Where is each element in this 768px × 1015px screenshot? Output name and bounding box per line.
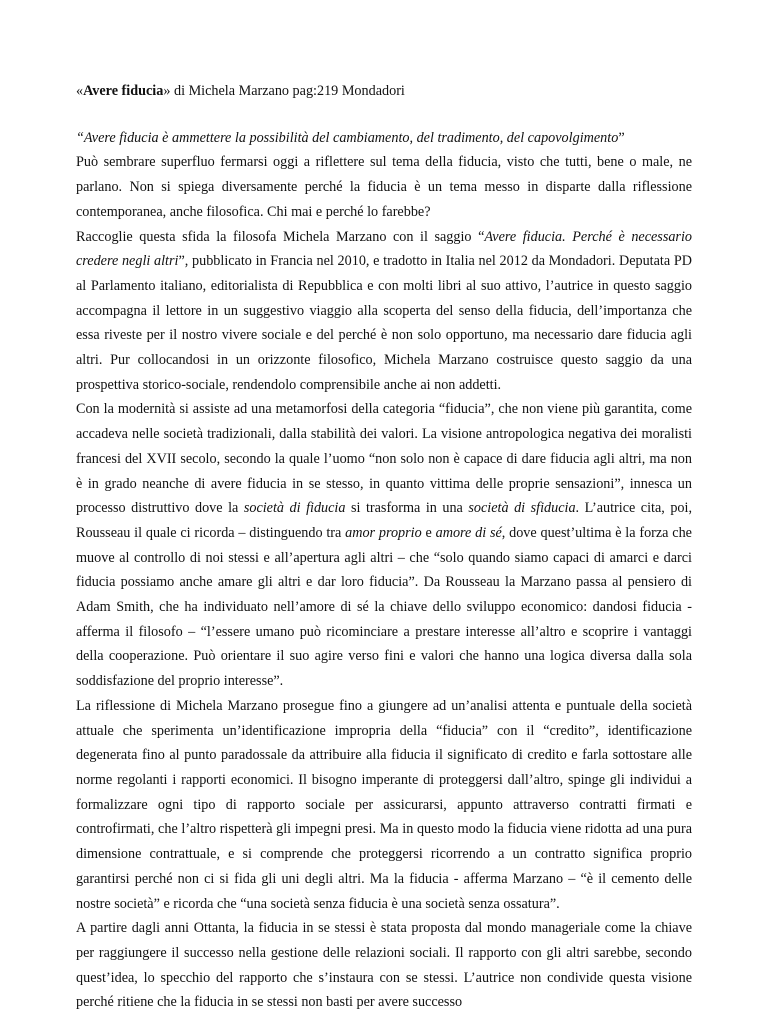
quote-close: ” [618, 129, 625, 146]
header-rest: » di Michela Marzano pag:219 Mondadori [163, 83, 405, 99]
p3-term-societa-fiducia: società di fiducia [243, 500, 346, 517]
p2-book-subtitle: Avere fiducia. Perché è necessario credere negli altri [76, 228, 692, 270]
paragraph-1: Può sembrare superfluo fermarsi oggi a riflettere sul tema della fiducia, visto che tutti, bene o male, ne parlano. Non si spiega diversamente perché la fiducia è un tema messo in disparte dalla riflessione contemporanea, anche filosofica. Chi mai e perché lo farebbe? [76, 154, 692, 220]
header-open-quote: « [76, 83, 84, 99]
document-page [76, 79, 692, 1015]
quote-open: “ [76, 129, 84, 146]
paragraph-2 [76, 225, 692, 398]
paragraph-4: La riflessione di Michela Marzano prosegue fino a giungere ad un’analisi attenta e puntuale della società attuale che sperimenta un’identificazione impropria della “fiducia” con il “credito”, identificazione degenerata fino al punto paradossale da attribuire alla fiducia il significato di credito e farla sottostare alle norme regolanti i rapporti economici. Il bisogno imperante di proteggersi dall’altro, spinge gli individui a formalizzare ogni tipo di rapporto sociale per assicurarsi, appunto attraverso contratti firmati e controfirmati, che l’altro rispetterà gli impegni presi. Ma in questo modo la fiducia viene ridotta ad una pura dimensione contrattuale, e si comprende che proteggersi ricorrendo a un contratto significa proprio garantirsi perché non ci si fida gli uni degli altri. Ma la fiducia - afferma Marzano – “è il cemento delle nostre società” e ricorda che “una società senza fiducia è una società senza ossatura”. [76, 697, 692, 912]
p3-term-amore-di-se: amore di sé [435, 524, 502, 541]
quote-text: Avere fiducia è ammettere la possibilità del cambiamento, del tradimento, del capovolgimento [83, 129, 619, 146]
p3-part-e: . L’autrice cita, poi, Rousseau il quale ci ricorda – distinguendo tra [76, 500, 692, 541]
p2-part-a: Raccoglie questa sfida la filosofa Michela Marzano con il saggio “ [76, 228, 485, 245]
p3-term-societa-sfiducia: società di sfiducia [468, 500, 576, 517]
p3-part-g: e [421, 524, 436, 541]
p3-part-a: Con la modernità si assiste ad una metamorfosi della categoria “fiducia”, che non viene più garantita, come accadeva nelle società tradizionali, dalla stabilità dei valori. La visione antropologica negativa dei moralisti francesi del XVII secolo, secondo la quale l’uomo “non solo non è capace di dare fiducia agli altri, ma non è in grado neanche di avere fiducia in se stesso, in quanto vittima delle proprie sensazioni”, innesca un processo distruttivo dove la [76, 401, 692, 517]
paragraph-5: A partire dagli anni Ottanta, la fiducia in se stessi è stata proposta dal mondo manageriale come la chiave per raggiungere il successo nella gestione delle relazioni sociali. Il rapporto con gli altri sarebbe, secondo quest’idea, lo specchio del rapporto che s’instaura con se stessi. L’autrice non condivide questa visione perché ritiene che la fiducia in se stessi non basti per avere successo [76, 920, 692, 1011]
book-title: Avere fiducia [83, 83, 164, 99]
p2-part-c: ”, pubblicato in Francia nel 2010, e tradotto in Italia nel 2012 da Mondadori. Deputata PD al Parlamento italiano, editorialista di Repubblica e con molti libri al suo attivo, l’autrice in questo saggio accompagna il lettore in un suggestivo viaggio alla scoperta del senso della fiducia, dell’importanza che essa riveste per il nostro vivere sociale e del perché è non solo opportuno, ma necessario dare fiducia agli altri. Pur collocandosi in un orizzonte filosofico, Michela Marzano costruisce questo saggio da una prospettiva storico-sociale, rendendolo comprensibile anche ai non addetti. [76, 253, 692, 393]
p3-part-i: , dove quest’ultima è la forza che muove al controllo di noi stessi e all’apertura agli altri – che “solo quando siamo capaci di amarci e darci fiducia possiamo anche amare gli altri e dar loro fiducia”. Da Rousseau la Marzano passa al pensiero di Adam Smith, che ha individuato nell’amore di sé la chiave dello sviluppo economico: dandosi fiducia - afferma il filosofo – “l’essere umano può ricominciare a prestare interesse all’altro e scoprire i vantaggi della cooperazione. Può orientare il suo agire verso fini e valori che hanno una logica diversa dalla sola soddisfazione del proprio interesse”. [76, 524, 692, 690]
document-header [76, 79, 692, 104]
epigraph-quote [76, 126, 692, 151]
p3-part-c: si trasforma in una [345, 500, 469, 517]
paragraph-3 [76, 397, 692, 693]
p3-term-amor-proprio: amor proprio [345, 524, 422, 541]
